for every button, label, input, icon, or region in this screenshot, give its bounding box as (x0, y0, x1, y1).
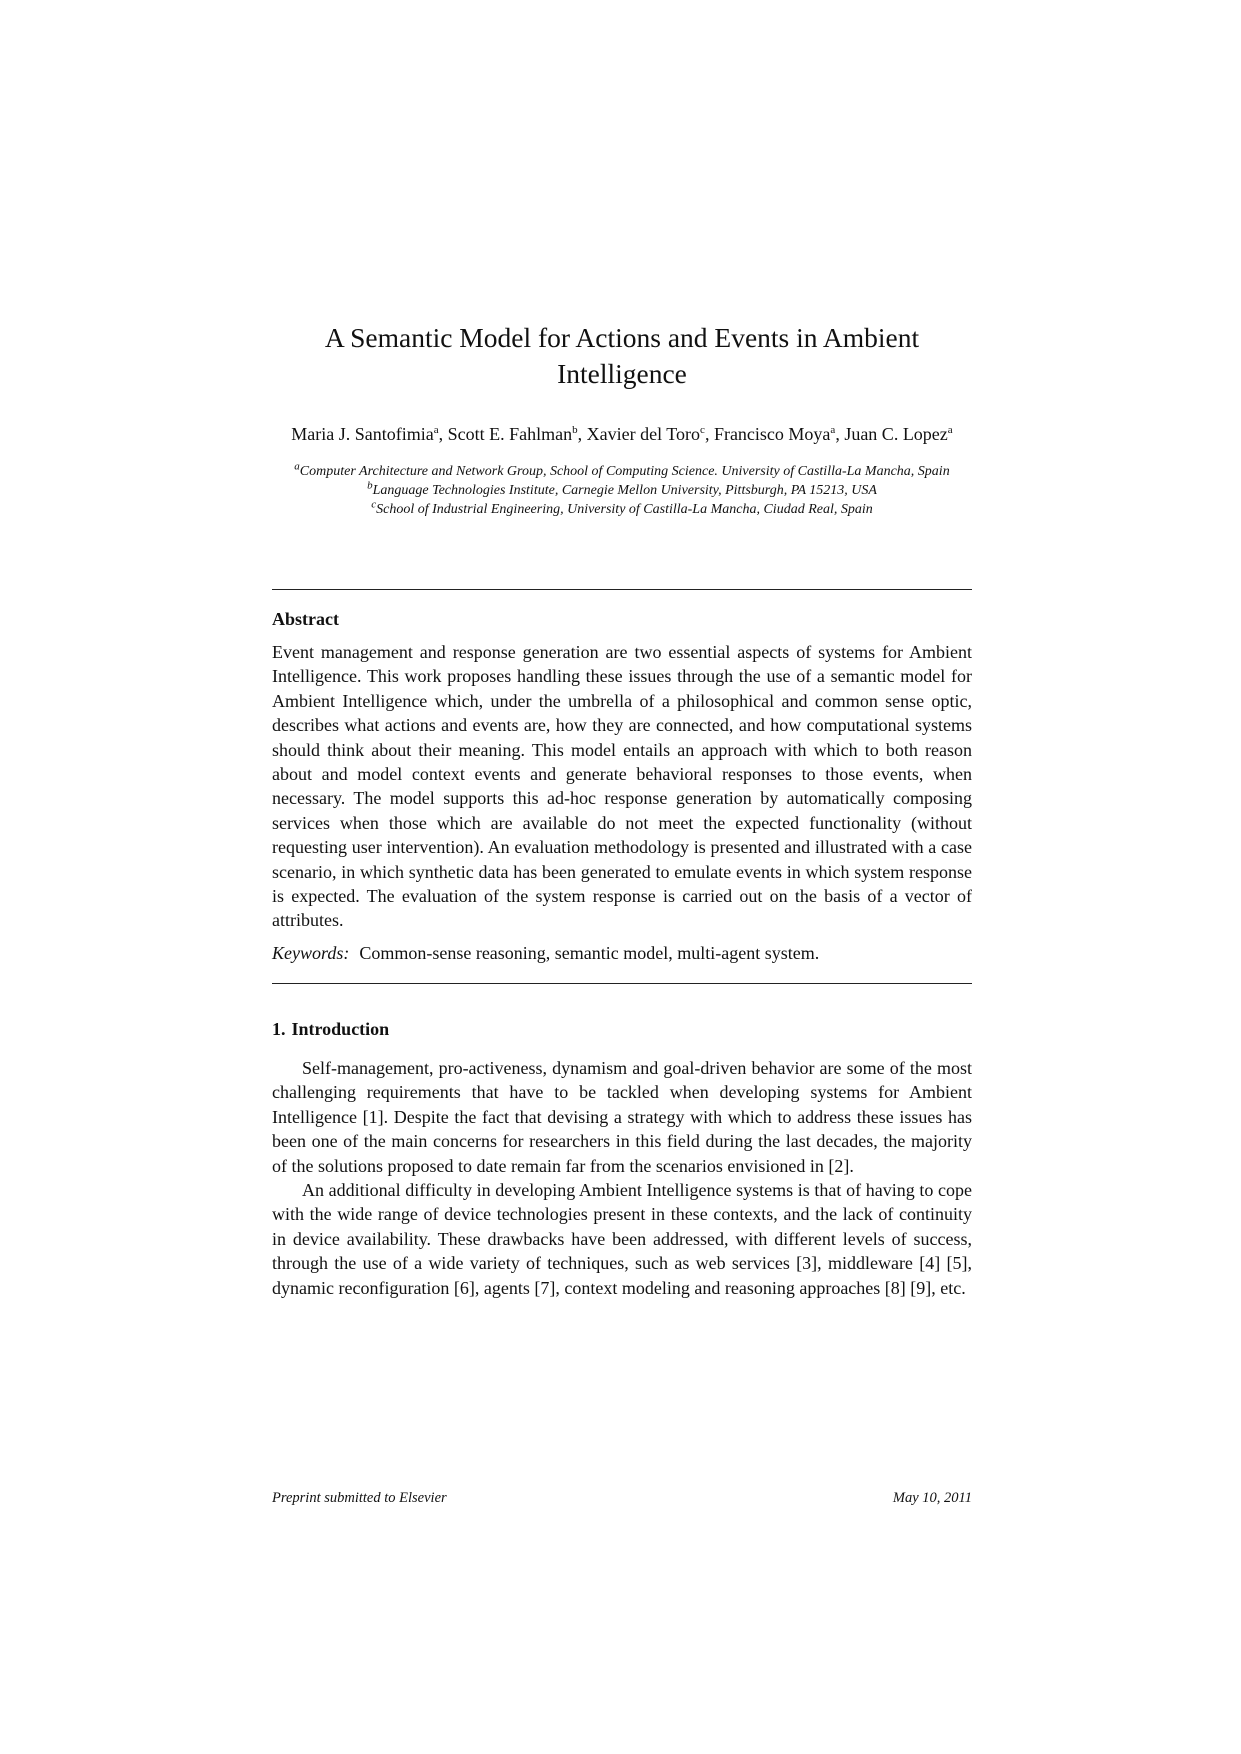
footer-left: Preprint submitted to Elsevier (272, 1490, 447, 1506)
author: Maria J. Santofimia$^a$, (291, 424, 448, 444)
affiliation: $^c$School of Industrial Engineering, University of Castilla-La Mancha, Ciudad Real, Spain (371, 498, 873, 517)
abstract-bottom-rule (272, 983, 972, 984)
author: Xavier del Toro$^c$, (586, 424, 714, 444)
author: Juan C. Lopez$^a$ (844, 424, 953, 444)
paragraph: An additional difficulty in developing Ambient Intelligence systems is that of having to cope with the wide range of device technologies present in these contexts, and the lack of continuity in device availability. These drawbacks have been addressed, with different levels of success, through the use of a wide variety of techniques, such as web services [3], middleware [4] [5], dynamic reconfiguration [6], agents [7], context modeling and reasoning approaches [8] [9], etc. (272, 1179, 972, 1298)
author-list (272, 422, 972, 446)
section-heading: 1. Introduction (272, 1018, 390, 1039)
affiliations (272, 462, 972, 519)
affiliation: $^b$Language Technologies Institute, Carnegie Mellon University, Pittsburgh, PA 15213, USA (367, 479, 877, 498)
footer-date: May 10, 2011 (892, 1490, 972, 1506)
keywords (272, 941, 972, 965)
author: Francisco Moya$^a$, (713, 424, 845, 444)
affiliation: $^a$Computer Architecture and Network Group, School of Computing Science. University of Castilla-La Mancha, Spain (294, 460, 950, 479)
keywords-text: Common-sense reasoning, semantic model, multi-agent system. (359, 942, 820, 963)
abstract-text: Event management and response generation are two essential aspects of systems for Ambient Intelligence. This work proposes handling these issues through the use of a semantic model for Ambient Intelligence which, under the umbrella of a philosophical and common sense optic, describes what actions and events are, how they are connected, and how computational systems should think about their meaning. This model entails an approach with which to both reason about and model context events and generate behavioral responses to those events, when necessary. The model supports this ad-hoc response generation by automatically composing services when those which are available do not meet the expected functionality (without requesting user intervention). An evaluation methodology is presented and illustrated with a case scenario, in which synthetic data has been generated to emulate events in which system response is expected. The evaluation of the system response is carried out on the basis of a vector of attributes. (272, 642, 972, 931)
abstract-top-rule (272, 589, 972, 590)
abstract-heading: Abstract (272, 609, 339, 629)
paper-page (272, 320, 972, 1300)
page-footer (272, 1490, 972, 1507)
paper-title: A Semantic Model for Actions and Events in Ambient Intelligence (324, 322, 920, 389)
keywords-label: Keywords: (272, 942, 350, 963)
author: Scott E. Fahlman$^b$, (447, 424, 587, 444)
paragraph: Self-management, pro-activeness, dynamism and goal-driven behavior are some of the most challenging requirements that have to be tackled when developing systems for Ambient Intelligence [1]. Despite the fact that devising a strategy with which to address these issues has been one of the main concerns for researchers in this field during the last decades, the majority of the solutions proposed to date remain far from the scenarios envisioned in [2]. (272, 1057, 972, 1176)
